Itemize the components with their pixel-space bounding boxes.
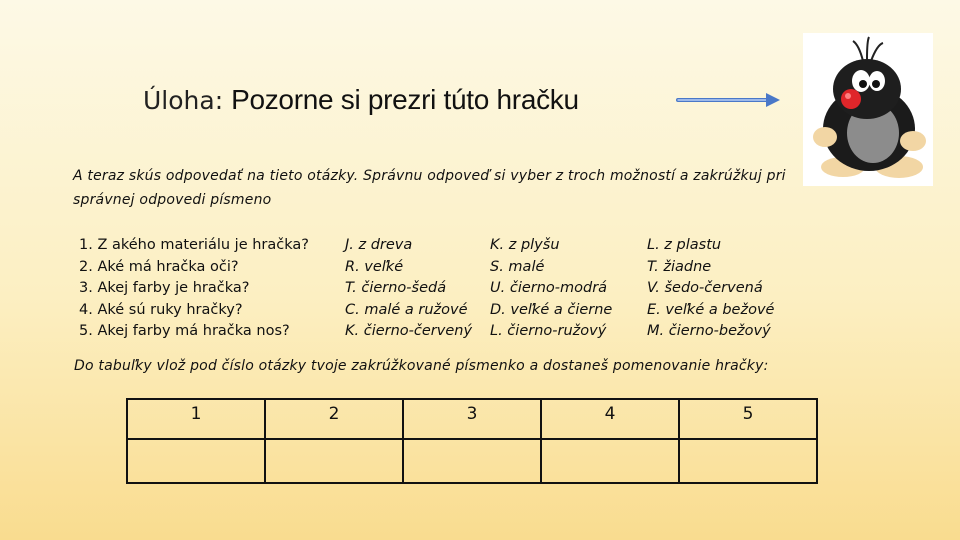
option-letter: K [490,237,500,253]
option-item[interactable]: U. čierno-modrá [490,280,608,296]
toy-mole-icon [803,33,933,186]
option-item[interactable]: R. veľké [345,258,404,275]
table-header-cell: 2 [265,399,403,439]
option-item[interactable]: T. žiadne [647,258,712,275]
answer-table [126,398,818,484]
option-column-1 [345,235,472,343]
option-column-3 [647,235,774,343]
arrow-right-icon [676,90,782,110]
option-item[interactable]: D. veľké a čierne [490,301,613,318]
option-letter: S [490,258,500,275]
option-item[interactable]: J. z dreva [345,237,413,253]
option-letter: T [345,280,353,296]
option-letter: L [647,237,656,253]
answer-cell[interactable] [127,439,265,483]
option-letter: R [345,258,356,275]
option-letter: C [345,301,356,318]
question-item: 3. Akej farby je hračka? [79,280,250,296]
option-letter: T [647,258,655,275]
table-row [127,439,817,483]
option-item[interactable]: L. čierno-ružový [490,323,607,339]
option-letter: L [490,323,499,339]
option-letter: D [490,301,502,318]
option-letter: K [345,323,355,339]
option-item[interactable]: K. z plyšu [490,237,560,253]
answer-cell[interactable] [541,439,679,483]
option-item[interactable]: V. šedo-červená [647,280,763,296]
table-header-cell: 1 [127,399,265,439]
option-letter: E [647,301,657,318]
option-item[interactable]: L. z plastu [647,237,722,253]
option-letter: V [647,280,656,296]
intro-text: A teraz skús odpovedať na tieto otázky. Správnu odpoveď si vyber z troch možností a zakrúžkuj pri správnej odpovedi písmeno [73,168,786,208]
question-list [79,235,309,343]
question-item: 4. Aké sú ruky hračky? [79,301,243,318]
option-item[interactable]: C. malé a ružové [345,301,468,318]
option-item[interactable]: K. čierno-červený [345,323,473,339]
question-item: 1. Z akého materiálu je hračka? [79,237,309,253]
table-header-cell: 4 [541,399,679,439]
option-letter: J [345,237,350,253]
toy-mole-image [803,33,933,186]
option-column-2 [490,235,612,343]
question-item: 5. Akej farby má hračka nos? [79,323,290,339]
answer-cell[interactable] [265,439,403,483]
option-item[interactable]: S. malé [490,258,545,275]
option-item[interactable]: E. veľké a bežové [647,301,775,318]
instruction-text: Do tabuľky vlož pod číslo otázky tvoje zakrúžkované písmenko a dostaneš pomenovanie hračky: [74,358,769,374]
table-header-cell: 5 [679,399,817,439]
title-prefix: Úloha: [143,86,232,115]
page-title [143,84,579,116]
answer-cell[interactable] [403,439,541,483]
title-main: Pozorne si prezri túto hračku [231,84,579,115]
option-letter: M [647,323,660,339]
option-item[interactable]: T. čierno-šedá [345,280,447,296]
table-header-cell: 3 [403,399,541,439]
question-item: 2. Aké má hračka oči? [79,258,239,275]
answer-cell[interactable] [679,439,817,483]
option-letter: U [490,280,501,296]
table-header-row [127,399,817,439]
option-item[interactable]: M. čierno-bežový [647,323,771,339]
